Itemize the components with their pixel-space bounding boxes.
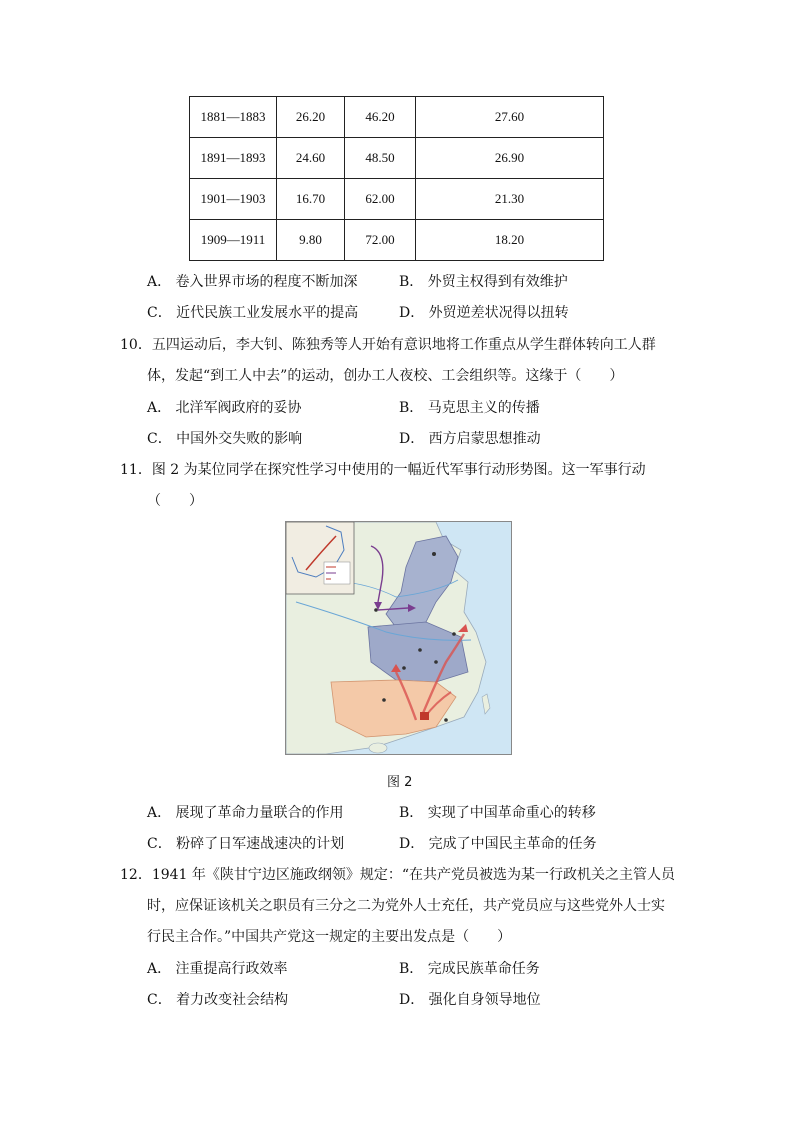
q11-stem-line1: 11．图 2 为某位同学在探究性学习中使用的一幅近代军事行动形势图。这一军事行动 xyxy=(120,462,646,478)
table-cell: 48.50 xyxy=(345,138,416,179)
table-cell: 46.20 xyxy=(345,97,416,138)
q12-stem-line3: 行民主合作。”中国共产党这一规定的主要出发点是（ ） xyxy=(147,929,512,945)
q10-option-b[interactable]: B． 马克思主义的传播 xyxy=(399,400,540,416)
table-cell: 62.00 xyxy=(345,179,416,220)
table-cell: 16.70 xyxy=(277,179,345,220)
q11-option-d[interactable]: D． 完成了中国民主革命的任务 xyxy=(399,836,597,852)
table-cell: 1909—1911 xyxy=(190,220,277,261)
table-row xyxy=(190,220,604,261)
q10-stem-line2: 体，发起“到工人中去”的运动，创办工人夜校、工会组织等。这缘于（ ） xyxy=(147,368,624,384)
table-cell: 1881—1883 xyxy=(190,97,277,138)
table-row xyxy=(190,97,604,138)
table-cell: 24.60 xyxy=(277,138,345,179)
table-cell: 1891—1893 xyxy=(190,138,277,179)
table-cell: 26.20 xyxy=(277,97,345,138)
military-map-figure xyxy=(285,521,512,755)
q10-option-a[interactable]: A． 北洋军阀政府的妥协 xyxy=(147,400,302,416)
table-cell: 1901—1903 xyxy=(190,179,277,220)
table-cell: 18.20 xyxy=(416,220,604,261)
table-cell: 26.90 xyxy=(416,138,604,179)
table-row xyxy=(190,138,604,179)
table-row xyxy=(190,179,604,220)
q9-option-d[interactable]: D． 外贸逆差状况得以扭转 xyxy=(399,305,569,321)
table-cell: 72.00 xyxy=(345,220,416,261)
q11-stem-line2: （ ） xyxy=(147,493,203,509)
table-cell: 21.30 xyxy=(416,179,604,220)
q10-stem-line1: 10．五四运动后，李大钊、陈独秀等人开始有意识地将工作重点从学生群体转向工人群 xyxy=(120,337,656,353)
q11-option-c[interactable]: C． 粉碎了日军速战速决的计划 xyxy=(147,836,345,852)
q9-option-c[interactable]: C． 近代民族工业发展水平的提高 xyxy=(147,305,359,321)
q11-option-a[interactable]: A． 展现了革命力量联合的作用 xyxy=(147,805,344,821)
q12-stem-line1: 12．1941 年《陕甘宁边区施政纲领》规定：“在共产党员被选为某一行政机关之主管人员 xyxy=(120,867,676,883)
q10-option-c[interactable]: C． 中国外交失败的影响 xyxy=(147,431,303,447)
q11-option-b[interactable]: B． 实现了中国革命重心的转移 xyxy=(399,805,596,821)
figure-caption: 图 2 xyxy=(387,775,413,790)
q10-option-d[interactable]: D． 西方启蒙思想推动 xyxy=(399,431,541,447)
table-cell: 27.60 xyxy=(416,97,604,138)
q12-option-c[interactable]: C． 着力改变社会结构 xyxy=(147,992,289,1008)
q12-option-a[interactable]: A． 注重提高行政效率 xyxy=(147,961,288,977)
table-cell: 9.80 xyxy=(277,220,345,261)
q12-option-b[interactable]: B． 完成民族革命任务 xyxy=(399,961,540,977)
q12-stem-line2: 时，应保证该机关之职员有三分之二为党外人士充任，共产党员应与这些党外人士实 xyxy=(147,898,665,914)
map-graphic xyxy=(286,522,511,754)
q9-option-b[interactable]: B． 外贸主权得到有效维护 xyxy=(399,274,568,290)
trade-data-table xyxy=(189,96,604,261)
q9-option-a[interactable]: A． 卷入世界市场的程度不断加深 xyxy=(147,274,358,290)
q12-option-d[interactable]: D． 强化自身领导地位 xyxy=(399,992,541,1008)
